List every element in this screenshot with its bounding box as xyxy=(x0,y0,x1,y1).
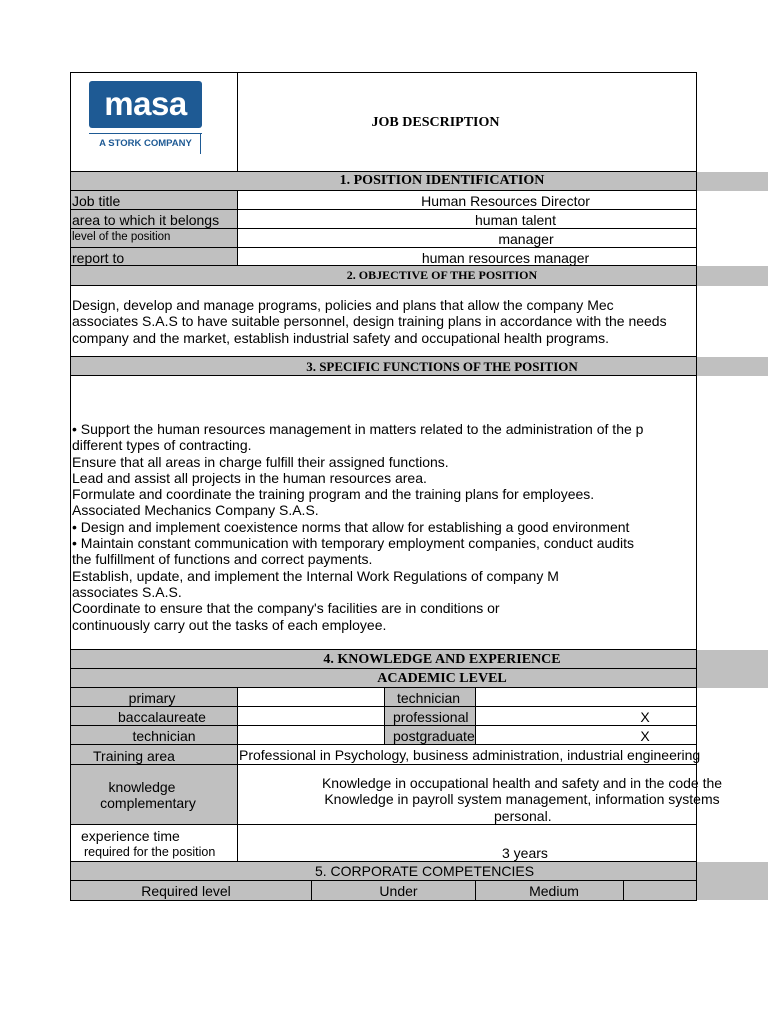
functions-text xyxy=(72,421,643,633)
academic-technician-right-label: technician xyxy=(397,690,461,706)
objective-line: Design, develop and manage programs, policies and plans that allow the company Mec xyxy=(72,297,614,313)
rule xyxy=(70,247,697,248)
rule xyxy=(70,356,697,357)
function-line: • Design and implement coexistence norms that allow for establishing a good environment xyxy=(72,518,630,535)
knowledge-label-line2: complementary xyxy=(100,795,196,811)
academic-primary-label: primary xyxy=(128,690,176,706)
function-line: different types of contracting. xyxy=(72,437,252,454)
rule xyxy=(70,744,697,745)
objective-line: associates S.A.S to have suitable personnel, design training plans in accordance with the needs xyxy=(72,313,667,330)
function-line: Establish, update, and implement the Internal Work Regulations of company M xyxy=(72,567,559,584)
level-label: level of the position xyxy=(72,231,171,243)
rule xyxy=(70,880,697,881)
job-title-value: Human Resources Director xyxy=(421,193,590,209)
document-title: JOB DESCRIPTION xyxy=(371,115,500,130)
professional-mark: X xyxy=(640,709,650,725)
function-line: • Support the human resources management in matters related to the administration of the p xyxy=(72,421,644,437)
academic-technician-left-label: technician xyxy=(132,728,196,744)
academic-postgraduate-label: postgraduate xyxy=(393,728,475,744)
job-title-label: Job title xyxy=(72,193,121,209)
rule xyxy=(70,861,697,862)
medium-header: Medium xyxy=(529,883,579,899)
section4-title: 4. KNOWLEDGE AND EXPERIENCE xyxy=(323,652,561,667)
experience-label-line2: required for the position xyxy=(84,845,216,859)
function-line: Ensure that all areas in charge fulfill their assigned functions. xyxy=(72,453,449,470)
experience-label-line1: experience time xyxy=(81,828,180,844)
area-label: area to which it belongs xyxy=(72,212,220,228)
academic-baccalaureate-label: baccalaureate xyxy=(118,709,206,725)
rule xyxy=(70,285,697,286)
rule xyxy=(70,375,697,376)
rule xyxy=(70,764,697,765)
training-area-label: Training area xyxy=(93,748,175,764)
academic-mid-divider xyxy=(384,688,385,745)
logo-underline xyxy=(89,133,202,134)
section5-title: 5. CORPORATE COMPETENCIES xyxy=(314,863,535,879)
rule xyxy=(70,171,697,172)
experience-value: 3 years xyxy=(502,845,548,861)
knowledge-line: Knowledge in occupational health and safety and in the code the xyxy=(321,775,723,791)
function-line: Associated Mechanics Company S.A.S. xyxy=(72,502,319,519)
rule xyxy=(70,900,697,901)
rule xyxy=(70,649,697,650)
report-to-label: report to xyxy=(72,250,125,266)
area-value: human talent xyxy=(475,212,556,228)
postgraduate-mark: X xyxy=(640,728,650,744)
training-area-value: Professional in Psychology, business administration, industrial engineering xyxy=(239,747,701,763)
knowledge-line: Knowledge in payroll system management, information systems xyxy=(324,791,720,807)
logo-subtitle: A STORK COMPANY xyxy=(99,138,192,149)
function-line: associates S.A.S. xyxy=(72,583,182,600)
rule xyxy=(70,209,697,210)
level-value: manager xyxy=(498,231,554,247)
academic-professional-label: professional xyxy=(393,709,469,725)
section1-title: 1. POSITION IDENTIFICATION xyxy=(339,173,545,188)
section2-title: 2. OBJECTIVE OF THE POSITION xyxy=(346,268,538,282)
company-logo xyxy=(89,81,202,155)
required-level-header: Required level xyxy=(141,883,231,899)
knowledge-line: personal. xyxy=(494,808,552,824)
rule xyxy=(70,668,697,669)
knowledge-label-line1: knowledge xyxy=(108,779,176,795)
function-line: the fulfillment of functions and correct payments. xyxy=(72,551,373,568)
rule xyxy=(70,190,697,191)
table-left-border xyxy=(70,72,71,901)
function-line: Formulate and coordinate the training program and the training plans for employees. xyxy=(72,486,595,503)
rule xyxy=(70,725,697,726)
function-line: continuously carry out the tasks of each employee. xyxy=(72,616,387,633)
function-line: • Maintain constant communication with temporary employment companies, conduct audits xyxy=(72,535,635,552)
function-line: Coordinate to ensure that the company's facilities are in conditions or xyxy=(72,600,500,617)
report-to-value: human resources manager xyxy=(421,250,590,266)
rule xyxy=(70,687,697,688)
function-line: Lead and assist all projects in the human resources area. xyxy=(72,469,427,486)
academic-right-divider xyxy=(475,688,476,745)
academic-level-title: ACADEMIC LEVEL xyxy=(377,671,507,686)
logo-text: masa xyxy=(104,85,187,122)
rule xyxy=(70,706,697,707)
rule xyxy=(70,824,697,825)
objective-text xyxy=(72,297,667,346)
objective-line: company and the market, establish industrial safety and occupational health programs. xyxy=(72,329,609,346)
table-top-border xyxy=(70,72,697,73)
under-header: Under xyxy=(379,883,418,899)
section3-title: 3. SPECIFIC FUNCTIONS OF THE POSITION xyxy=(306,359,578,374)
rule xyxy=(70,228,697,229)
knowledge-value xyxy=(237,775,768,807)
